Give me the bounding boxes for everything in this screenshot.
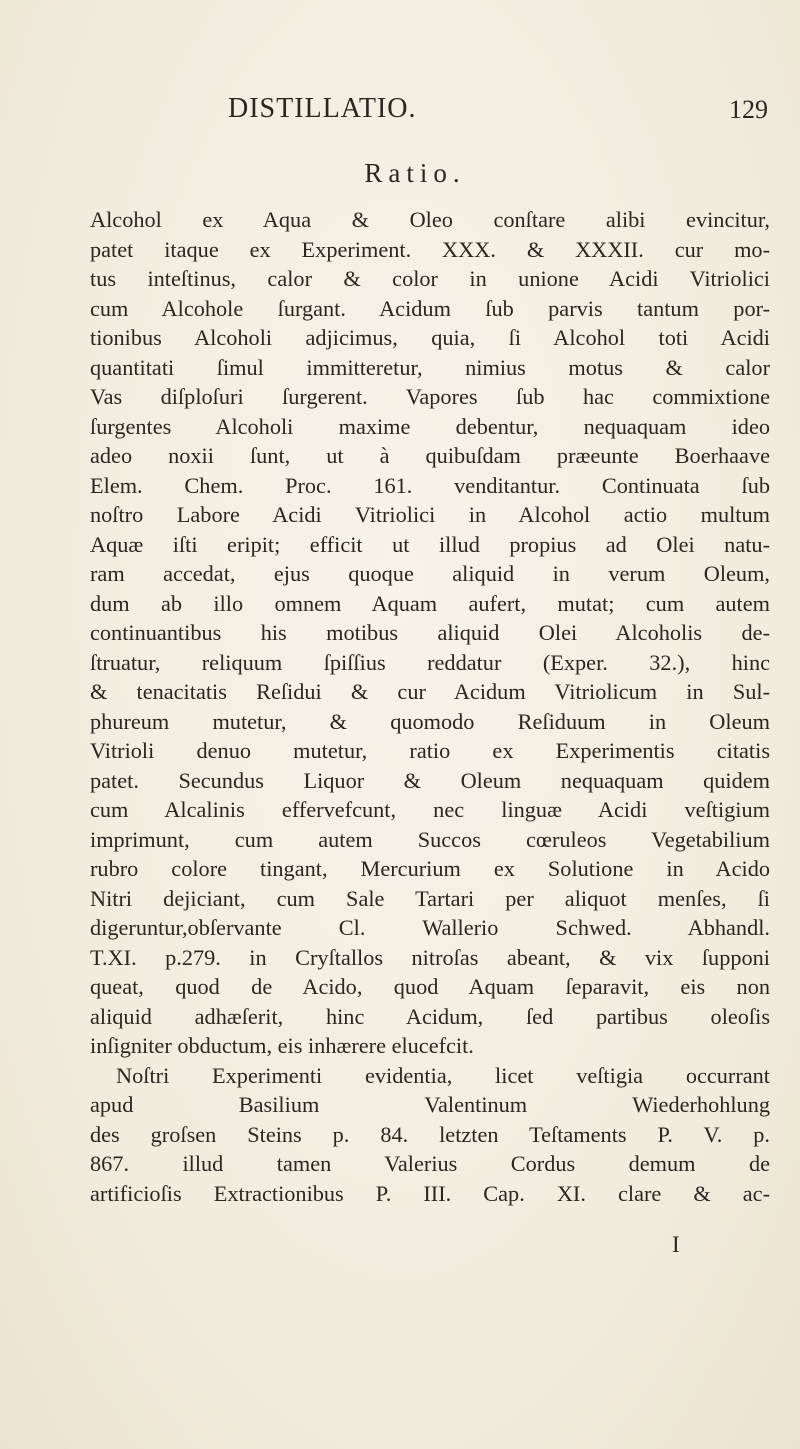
body-text	[90, 205, 770, 1208]
section-heading: Ratio.	[364, 158, 466, 188]
text-line: Vas diſploſuri ſurgerent. Vapores ſub hac commixtione	[90, 384, 770, 409]
text-line: des groſsen Steins p. 84. letzten Teſtaments P. V. p.	[90, 1121, 770, 1147]
text-line: cum Alcalinis effervefcunt, nec linguæ Acidi veſtigium	[90, 797, 770, 822]
text-line: patet. Secundus Liquor & Oleum nequaquam quidem	[90, 767, 770, 793]
text-line: patet itaque ex Experiment. XXX. & XXXII. cur mo-	[90, 236, 770, 262]
running-title: DISTILLATIO.	[228, 93, 417, 124]
text-line: apud Basilium Valentinum Wiederhohlung	[90, 1092, 770, 1117]
text-line: tionibus Alcoholi adjicimus, quia, ſi Alcohol toti Acidi	[90, 325, 770, 350]
text-line: artificioſis Extractionibus P. III. Cap. XI. clare & ac-	[90, 1180, 770, 1206]
text-line: & tenacitatis Reſidui & cur Acidum Vitriolicum in Sul-	[90, 679, 770, 704]
catchword: I	[672, 1232, 680, 1257]
text-line: T.XI. p.279. in Cryſtallos nitroſas abeant, & vix ſupponi	[90, 944, 770, 970]
text-line: 867. illud tamen Valerius Cordus demum de	[90, 1151, 770, 1176]
text-line: Vitrioli denuo mutetur, ratio ex Experimentis citatis	[90, 738, 770, 763]
page-number: 129	[729, 95, 768, 124]
text-line: rubro colore tingant, Mercurium ex Solutione in Acido	[90, 856, 770, 881]
text-line: ſurgentes Alcoholi maxime debentur, nequaquam ideo	[90, 413, 770, 439]
text-line: Elem. Chem. Proc. 161. venditantur. Continuata ſub	[90, 472, 770, 498]
text-line: queat, quod de Acido, quod Aquam ſeparavit, eis non	[90, 974, 770, 999]
text-line: tus inteſtinus, calor & color in unione Acidi Vitriolici	[90, 266, 770, 291]
text-line: imprimunt, cum autem Succos cœruleos Vegetabilium	[90, 826, 770, 852]
text-line: aliquid adhæſerit, hinc Acidum, ſed partibus oleoſis	[90, 1003, 770, 1029]
text-line: ſtruatur, reliquum ſpiſſius reddatur (Exper. 32.), hinc	[90, 649, 770, 675]
text-line: Alcohol ex Aqua & Oleo conſtare alibi evincitur,	[90, 207, 770, 232]
text-line: adeo noxii ſunt, ut à quibuſdam præeunte Boerhaave	[90, 443, 770, 468]
text-line: cum Alcohole ſurgant. Acidum ſub parvis tantum por-	[90, 295, 770, 321]
text-line: continuantibus his motibus aliquid Olei Alcoholis de-	[90, 620, 770, 645]
text-line: ram accedat, ejus quoque aliquid in verum Oleum,	[90, 561, 770, 586]
text-line: Nitri dejiciant, cum Sale Tartari per aliquot menſes, ſi	[90, 885, 770, 911]
text-line: noſtro Labore Acidi Vitriolici in Alcohol actio multum	[90, 502, 770, 527]
text-line: Aquæ iſti eripit; efficit ut illud propius ad Olei natu-	[90, 531, 770, 557]
running-head	[228, 93, 768, 133]
text-line: digeruntur,obſervante Cl. Wallerio Schwed. Abhandl.	[90, 915, 770, 940]
text-line: phureum mutetur, & quomodo Reſiduum in Oleum	[90, 708, 770, 734]
text-line: inſigniter obductum, eis inhærere elucefcit.	[90, 1033, 474, 1058]
text-line: quantitati ſimul immitteretur, nimius motus & calor	[90, 354, 770, 380]
text-line: dum ab illo omnem Aquam aufert, mutat; cum autem	[90, 590, 770, 616]
text-line: Noſtri Experimenti evidentia, licet veſtigia occurrant	[116, 1062, 770, 1088]
